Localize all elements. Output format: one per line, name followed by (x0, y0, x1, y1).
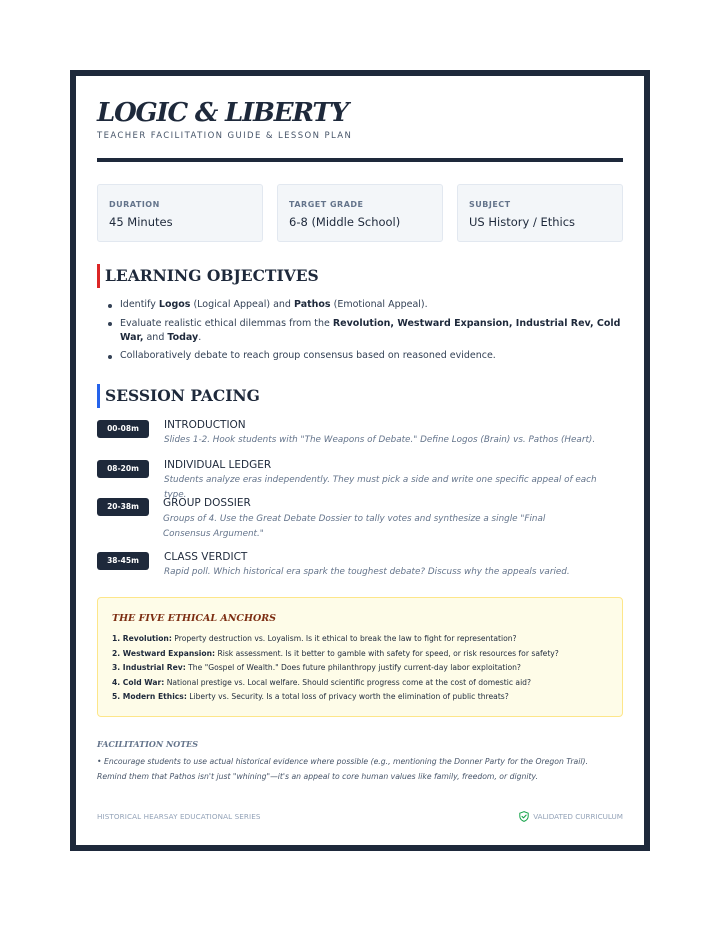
meta-label: SUBJECT (469, 200, 511, 209)
notes-text: • Encourage students to use actual historical evidence where possible (e.g., mentioning the Donner Party for the Oregon Trail). Remind them that Pathos isn't just "whining"—it's an appeal to core human values like family, freedom, or dignity. (97, 757, 588, 781)
anchors-title: THE FIVE ETHICAL ANCHORS (112, 613, 276, 624)
list-item: Collaboratively debate to reach group consensus based on reasoned evidence. (104, 349, 624, 363)
meta-value: 45 Minutes (109, 215, 173, 229)
page-subtitle: TEACHER FACILITATION GUIDE & LESSON PLAN (97, 131, 353, 141)
pacing-step-desc: Students analyze eras independently. They must pick a side and write one specific appeal of each type. (164, 475, 597, 500)
objectives-list (104, 298, 624, 368)
header-divider (97, 158, 623, 162)
pacing-step-title: INTRODUCTION (164, 419, 246, 431)
pacing-step-title: INDIVIDUAL LEDGER (164, 459, 272, 471)
pacing-step-desc: Slides 1-2. Hook students with "The Weapons of Debate." Define Logos (Brain) vs. Pathos (Heart). (164, 435, 596, 445)
pacing-accent-bar (97, 384, 100, 408)
footer-series: HISTORICAL HEARSAY EDUCATIONAL SERIES (97, 812, 261, 821)
pacing-step-title: GROUP DOSSIER (163, 497, 251, 509)
ethical-anchors-box (97, 597, 623, 717)
meta-card-duration (97, 184, 263, 242)
pacing-step-desc: Rapid poll. Which historical era spark the toughest debate? Discuss why the appeals varied. (164, 567, 570, 577)
meta-card-subject (457, 184, 623, 242)
objectives-heading (97, 264, 319, 288)
objectives-title: LEARNING OBJECTIVES (105, 266, 319, 285)
meta-value: 6-8 (Middle School) (289, 215, 401, 229)
pacing-step-desc: Groups of 4. Use the Great Debate Dossier to tally votes and synthesize a single "Final Consensus Argument." (163, 514, 546, 539)
meta-label: DURATION (109, 200, 160, 209)
meta-card-grade (277, 184, 443, 242)
footer-badge (519, 811, 623, 822)
time-badge: 00-08m (97, 420, 149, 438)
list-item: Evaluate realistic ethical dilemmas from the Revolution, Westward Expansion, Industrial Rev, Cold War, and Today. (104, 317, 624, 345)
objectives-accent-bar (97, 264, 100, 288)
anchors-list (112, 632, 612, 705)
pacing-title: SESSION PACING (105, 386, 260, 405)
page-title: LOGIC & LIBERTY (97, 98, 348, 128)
list-item: 4. Cold War: National prestige vs. Local welfare. Should scientific progress come at the cost of domestic aid? (112, 677, 532, 687)
list-item: 3. Industrial Rev: The "Gospel of Wealth." Does future philanthropy justify current-day labor exploitation? (112, 663, 521, 672)
list-item: Identify Logos (Logical Appeal) and Pathos (Emotional Appeal). (104, 298, 624, 312)
lesson-plan-page (70, 70, 650, 851)
time-badge: 38-45m (97, 552, 149, 570)
time-badge: 08-20m (97, 460, 149, 478)
list-item: 2. Westward Expansion: Risk assessment. Is it better to gamble with safety for speed, or risk resources for safety? (112, 648, 559, 658)
shield-check-icon (519, 811, 529, 822)
list-item: 1. Revolution: Property destruction vs. Loyalism. Is it ethical to break the law to fight for representation? (112, 634, 517, 643)
time-badge: 20-38m (97, 498, 149, 516)
meta-value: US History / Ethics (469, 215, 576, 229)
meta-label: TARGET GRADE (289, 200, 364, 209)
pacing-heading (97, 384, 260, 408)
list-item: 5. Modern Ethics: Liberty vs. Security. Is a total loss of privacy worth the elimination of public threats? (112, 692, 509, 701)
footer-validated-label: VALIDATED CURRICULUM (533, 812, 623, 821)
notes-title: FACILITATION NOTES (97, 739, 199, 749)
pacing-step-title: CLASS VERDICT (164, 551, 248, 563)
